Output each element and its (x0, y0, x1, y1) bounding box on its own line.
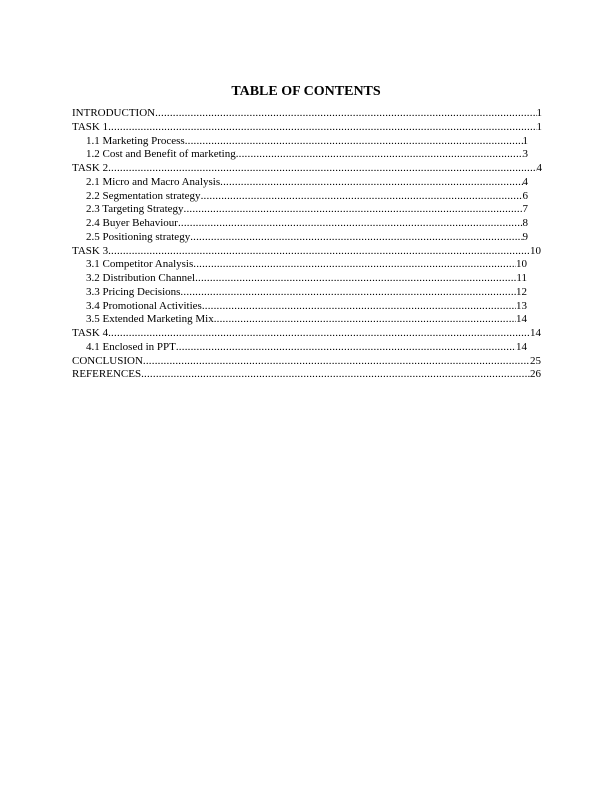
dot-leader (184, 203, 523, 217)
dot-leader (108, 121, 536, 135)
toc-page-number: 12 (516, 285, 527, 298)
dot-leader (214, 313, 516, 327)
toc-page-number: 1 (536, 107, 542, 119)
toc-entry-label: 1.1 Marketing Process (86, 134, 185, 147)
dot-leader (185, 135, 523, 149)
toc-entry-introduction[interactable] (72, 107, 542, 121)
toc-entry-task-3[interactable] (72, 245, 541, 259)
toc-entry-label: 3.4 Promotional Activities (86, 299, 202, 312)
dot-leader (108, 245, 530, 259)
toc-page-number: 14 (516, 340, 527, 353)
dot-leader (108, 327, 530, 341)
toc-page-number: 6 (522, 189, 528, 202)
toc-entry-label: TASK 2 (72, 162, 109, 174)
toc-entry-label: 1.2 Cost and Benefit of marketing (86, 148, 236, 161)
dot-leader (195, 272, 516, 286)
toc-entry-label: TASK 4 (72, 327, 109, 339)
toc-entry-label: 2.1 Micro and Macro Analysis (86, 175, 221, 188)
toc-entry-label: 3.1 Competitor Analysis (86, 258, 194, 271)
toc-entry-label: 2.5 Positioning strategy (86, 230, 191, 243)
toc-entry-task-4[interactable] (72, 327, 541, 341)
toc-page-number: 4 (522, 175, 528, 188)
toc-list (72, 107, 542, 382)
toc-entry-3-2[interactable] (86, 272, 527, 286)
toc-entry-label: TASK 3 (72, 244, 109, 257)
dot-leader (193, 258, 516, 272)
toc-entry-1-2[interactable] (86, 148, 528, 162)
toc-entry-label: 2.3 Targeting Strategy (86, 203, 184, 216)
toc-entry-2-4[interactable] (86, 217, 528, 231)
toc-entry-3-4[interactable] (86, 300, 527, 314)
toc-entry-label: REFERENCES (72, 368, 142, 381)
toc-entry-label: TASK 1 (72, 120, 109, 133)
toc-entry-label: 4.1 Enclosed in PPT (86, 340, 176, 353)
dot-leader (202, 300, 516, 314)
toc-page-number: 14 (516, 313, 527, 326)
dot-leader (190, 231, 522, 245)
toc-page-number: 26 (530, 368, 541, 381)
toc-page-number: 25 (530, 354, 541, 367)
toc-entry-label: 3.2 Distribution Channel (86, 272, 196, 284)
toc-entry-task-2[interactable] (72, 162, 542, 176)
toc-entry-3-1[interactable] (86, 258, 527, 272)
dot-leader (180, 286, 516, 300)
toc-entry-label: 2.2 Segmentation strategy (86, 189, 201, 202)
toc-entry-conclusion[interactable] (72, 355, 541, 369)
toc-entry-references[interactable] (72, 368, 541, 382)
toc-page-number: 9 (522, 230, 528, 243)
toc-entry-2-2[interactable] (86, 190, 528, 204)
dot-leader (176, 341, 516, 355)
dot-leader (201, 190, 523, 204)
toc-entry-2-5[interactable] (86, 231, 528, 245)
toc-entry-label: INTRODUCTION (72, 107, 156, 119)
dot-leader (236, 148, 523, 162)
toc-entry-label: 3.3 Pricing Decisions (86, 285, 181, 298)
toc-page-number: 10 (516, 258, 527, 271)
dot-leader (141, 368, 530, 382)
toc-entry-label: 3.5 Extended Marketing Mix (86, 313, 214, 326)
dot-leader (178, 217, 523, 231)
toc-entry-1-1[interactable] (86, 135, 528, 149)
toc-page-number: 1 (536, 120, 542, 133)
toc-page-number: 1 (522, 134, 528, 147)
toc-entry-2-3[interactable] (86, 203, 528, 217)
toc-entry-3-3[interactable] (86, 286, 527, 300)
toc-entry-label: 2.4 Buyer Behaviour (86, 217, 178, 229)
toc-entry-label: CONCLUSION (72, 354, 143, 367)
dot-leader (108, 162, 536, 176)
toc-entry-3-5[interactable] (86, 313, 527, 327)
toc-entry-2-1[interactable] (86, 176, 528, 190)
toc-entry-4-1[interactable] (86, 341, 527, 355)
toc-page-number: 8 (522, 217, 528, 229)
dot-leader (220, 176, 522, 190)
toc-entry-task-1[interactable] (72, 121, 542, 135)
toc-page-number: 10 (530, 244, 541, 257)
dot-leader (155, 107, 536, 121)
toc-page-number: 13 (516, 299, 527, 312)
dot-leader (143, 355, 530, 369)
toc-page-number: 3 (522, 148, 528, 161)
toc-page-number: 11 (516, 272, 527, 284)
toc-title: TABLE OF CONTENTS (231, 84, 381, 99)
toc-page-number: 4 (536, 162, 542, 174)
toc-page-number: 14 (530, 327, 541, 339)
toc-page-number: 7 (522, 203, 528, 216)
